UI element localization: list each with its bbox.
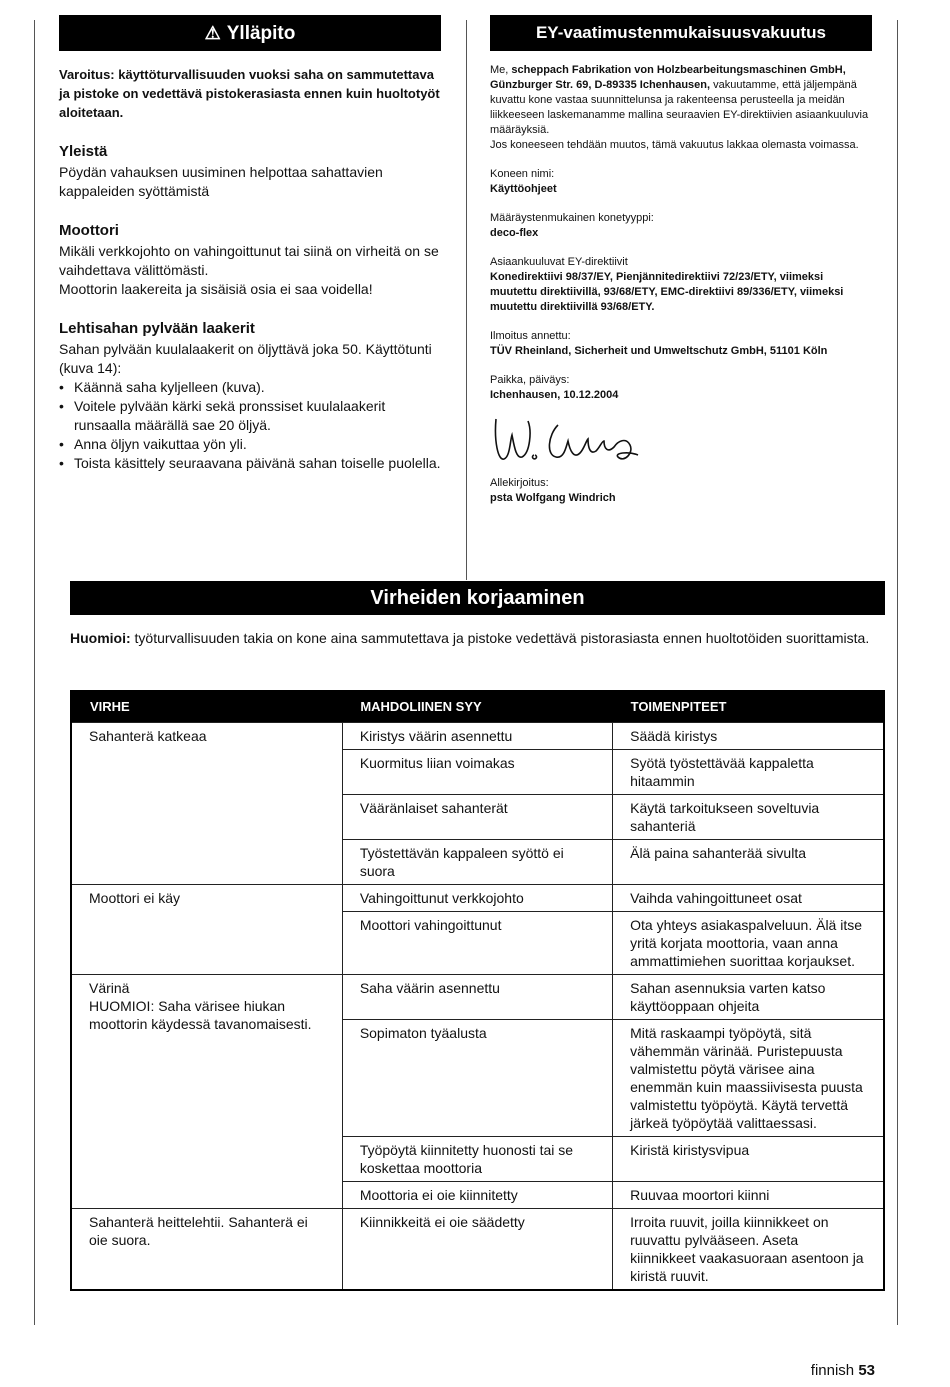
action-cell: Ota yhteys asiakaspalveluun. Älä itse yritä korjata moottoria, vaan anna ammattimiehen suorittaa korjaukset. [613, 912, 884, 975]
action-cell: Syötä työstettävää kappaletta hitaammin [613, 750, 884, 795]
maintenance-title-bar [59, 15, 441, 51]
fault-cell [71, 1209, 342, 1291]
intro-body: vakuutamme, että jäljempänä kuvattu kone vastaa suunnittelunsa ja rakenteensa perusteella ja meidän liikkeeseen laskemanamme mallina seuraavien EY-direktiivien asiaankuuluvia määräyksiä. [490, 79, 869, 136]
fault-cell [71, 975, 342, 1209]
list-item: • Käännä saha kyljelleen (kuva). [59, 378, 441, 397]
section-text-motor-1: Mikäli verkkojohto on vahingoittunut tai siinä on virheitä on se vaihdettava välittömästi. [59, 243, 439, 278]
manufacturer-address: scheppach Fabrikation von Holzbearbeitungsmaschinen GmbH, Günzburger Str. 69, D-89335 Ichenhausen, [490, 64, 846, 91]
cause-cell: Sopimaton tyäalusta [342, 1020, 612, 1137]
field-label: Määräystenmukainen konetyyppi: [490, 212, 654, 224]
list-item: • Voitele pylvään kärki sekä pronssiset kuulalaakerit runsaalla määrällä sae 20 öljyä. [59, 397, 441, 435]
declaration-intro [490, 63, 872, 138]
maintenance-title: Ylläpito [226, 23, 296, 44]
troubleshooting-table [70, 690, 885, 1291]
column-header-cause: MAHDOLIINEN SYY [342, 691, 612, 723]
section-heading-bearings: Lehtisahan pylvään laakerit [59, 320, 255, 337]
cause-cell: Työstettävän kappaleen syöttö ei suora [342, 840, 612, 885]
action-cell: Irroita ruuvit, joilla kiinnikkeet on ruuvattu pylvääseen. Aseta kiinnikkeet vaakasuoraan asentoon ja kiristä ruuvit. [613, 1209, 884, 1291]
field-value: Konedirektiivi 98/37/EY, Pienjännitedirektiivi 72/23/ETY, viimeksi muutettu direktiivillä, 93/68/ETY, EMC-direktiivi 89/336/ETY, viimeksi muutettu direktiivillä 93/68/ETY. [490, 271, 844, 313]
troubleshooting-header [70, 581, 885, 648]
note-label: Huomioi: [70, 630, 131, 646]
field-label: Koneen nimi: [490, 168, 555, 180]
page-footer [811, 1362, 875, 1379]
declaration-field [490, 167, 872, 197]
field-value: TÜV Rheinland, Sicherheit und Umweltschutz GmbH, 51101 Köln [490, 345, 828, 357]
intro-prefix: Me, [490, 64, 512, 76]
section-text-bearings: Sahan pylvään kuulalaakerit on öljyttävä joka 50. Käyttötunti (kuva 14): [59, 341, 432, 376]
declaration-field [490, 329, 872, 359]
field-value: Käyttöohjeet [490, 183, 557, 195]
declaration-title-bar [490, 15, 872, 51]
note-text: työturvallisuuden takia on kone aina sammutettava ja pistoke vedettävä pistorasiasta ennen huoltotöiden suorittamista. [130, 630, 870, 646]
section-text-motor-2: Moottorin laakereita ja sisäisiä osia ei saa voidella! [59, 281, 373, 297]
fault-text: Värinä [89, 980, 130, 996]
fault-cell [71, 723, 342, 885]
maintenance-warning: Varoitus: käyttöturvallisuuden vuoksi saha on sammutettava ja pistoke on vedettävä pistokerasiasta ennen kuin huoltotyöt aloitetaan. [59, 67, 440, 120]
cause-cell: Moottori vahingoittunut [342, 912, 612, 975]
field-value: Ichenhausen, 10.12.2004 [490, 389, 619, 401]
declaration-validity-note: Jos koneeseen tehdään muutos, tämä vakuutus lakkaa olemasta voimassa. [490, 139, 859, 151]
declaration-title: EY-vaatimustenmukaisuusvakuutus [535, 23, 827, 42]
page-number: 53 [858, 1362, 875, 1379]
cause-cell: Moottoria ei oie kiinnitetty [342, 1182, 612, 1209]
cause-cell: Kiinnikkeitä ei oie säädetty [342, 1209, 612, 1291]
action-cell: Käytä tarkoitukseen soveltuvia sahanteriä [613, 795, 884, 840]
table-row [71, 1209, 884, 1291]
column-header-action: TOIMENPITEET [613, 691, 884, 723]
table-row [71, 723, 884, 750]
troubleshooting-title: Virheiden korjaaminen [370, 587, 585, 609]
right-margin-rule [897, 20, 898, 1325]
action-cell: Säädä kiristys [613, 723, 884, 750]
field-value: deco-flex [490, 227, 539, 239]
declaration-field [490, 211, 872, 241]
list-item: • Toista käsittely seuraavana päivänä sahan toiselle puolella. [59, 454, 441, 473]
fault-text: Sahanterä heittelehtii. Sahanterä ei oie suora. [89, 1214, 308, 1248]
cause-cell: Saha väärin asennettu [342, 975, 612, 1020]
field-label: Asiaankuuluvat EY-direktiivit [490, 256, 628, 268]
section-heading-general: Yleistä [59, 143, 108, 160]
declaration-field [490, 255, 872, 315]
warning-triangle-icon: ⚠ [204, 23, 221, 43]
table-body [71, 723, 884, 1291]
maintenance-column [59, 15, 441, 473]
fault-text: HUOMIOI: Saha värisee hiukan moottorin käydessä tavanomaisesti. [89, 998, 312, 1032]
left-margin-rule [34, 20, 35, 1325]
signature-image [490, 411, 650, 471]
signature-label: Allekirjoitus: [490, 477, 549, 489]
table-row [71, 885, 884, 912]
cause-cell: Kuormitus liian voimakas [342, 750, 612, 795]
troubleshooting-title-bar [70, 581, 885, 615]
table-row [71, 975, 884, 1020]
action-cell: Mitä raskaampi työpöytä, sitä vähemmän värinää. Puristepuusta valmistettu pöytä värisee aina enemmän kuin maassiivisesta puusta valmistettu työpöytä. Käytä tervettä järkeä työpöytää valittaessasi. [613, 1020, 884, 1137]
signer-name: psta Wolfgang Windrich [490, 492, 616, 504]
list-item: • Anna öljyn vaikuttaa yön yli. [59, 435, 441, 454]
troubleshooting-note [70, 629, 885, 648]
field-label: Paikka, päiväys: [490, 374, 570, 386]
action-cell: Ruuvaa moortori kiinni [613, 1182, 884, 1209]
column-header-fault: VIRHE [71, 691, 342, 723]
cause-cell: Vääränlaiset sahanterät [342, 795, 612, 840]
action-cell: Kiristä kiristysvipua [613, 1137, 884, 1182]
fault-text: Moottori ei käy [89, 890, 181, 906]
bearing-steps-list [59, 378, 441, 473]
action-cell: Vaihda vahingoittuneet osat [613, 885, 884, 912]
declaration-field [490, 373, 872, 403]
field-label: Ilmoitus annettu: [490, 330, 571, 342]
section-heading-motor: Moottori [59, 222, 119, 239]
section-text-general: Pöydän vahauksen uusiminen helpottaa sahattavien kappaleiden syöttämistä [59, 164, 383, 199]
table-header-row [71, 691, 884, 723]
column-divider [466, 20, 467, 580]
cause-cell: Työpöytä kiinnitetty huonosti tai se koskettaa moottoria [342, 1137, 612, 1182]
action-cell: Sahan asennuksia varten katso käyttöoppaan ohjeita [613, 975, 884, 1020]
fault-text: Sahanterä katkeaa [89, 728, 207, 744]
footer-language: finnish [810, 1362, 855, 1379]
cause-cell: Kiristys väärin asennettu [342, 723, 612, 750]
declaration-column [490, 15, 872, 506]
cause-cell: Vahingoittunut verkkojohto [342, 885, 612, 912]
action-cell: Älä paina sahanterää sivulta [613, 840, 884, 885]
fault-cell [71, 885, 342, 975]
